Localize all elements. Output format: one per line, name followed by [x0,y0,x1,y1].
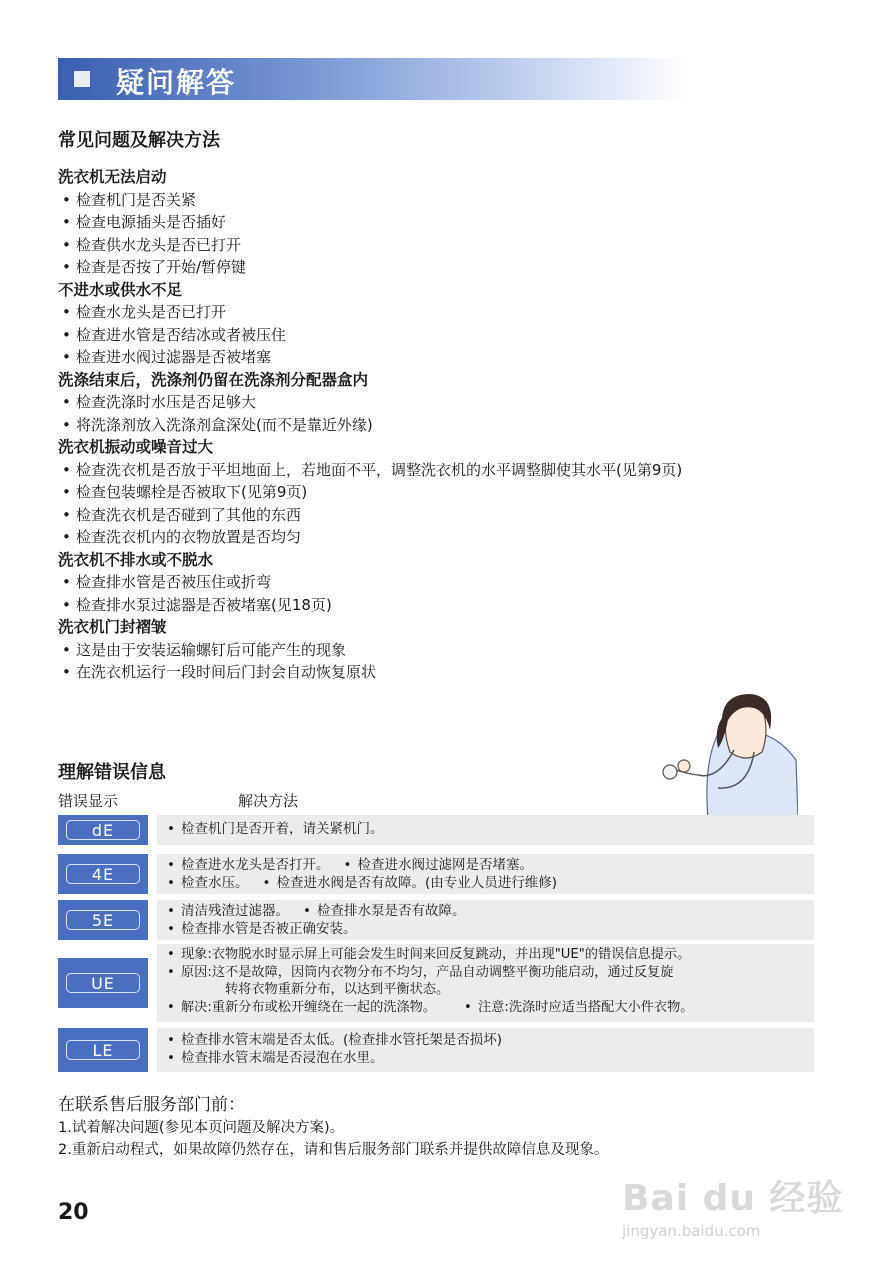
error-code-cell [58,900,148,940]
error-code-cell [58,815,148,845]
error-row-de [58,815,814,845]
faq-item: • 将洗涤剂放入洗涤剂盒深处(而不是靠近外缘) [62,415,373,434]
faq-item: • 检查洗衣机内的衣物放置是否均匀 [62,528,302,546]
watermark-logo: Bai du 经验 [622,1178,844,1219]
faq-section-title: 常见问题及解决方法 [58,130,220,151]
error-code-badge: 4E [66,864,140,884]
faq-group-title: 洗涤结束后，洗涤剂仍留在洗涤剂分配器盒内 [58,370,369,389]
faq-item: • 检查包装螺栓是否被取下(见第9页) [62,483,308,501]
faq-list [58,166,818,684]
faq-item: • 检查进水管是否结冰或者被压住 [62,325,287,344]
contact-step-2: 2.重新启动程式，如果故障仍然存在，请和售后服务部门联系并提供故障信息及现象。 [58,1142,609,1158]
page-number: 20 [58,1200,89,1225]
contact-title: 在联系售后服务部门前： [58,1095,245,1115]
faq-item: • 这是由于安装运输螺钉后可能产生的现象 [62,640,347,659]
header-banner [58,58,688,100]
error-solution-cell: • 检查排水管末端是否太低。(检查排水管托架是否损坏) • 检查排水管末端是否浸泡在水里。 [157,1028,814,1072]
error-row-ue [58,944,814,1022]
faq-group-title: 洗衣机不排水或不脱水 [58,550,214,569]
error-code-badge: 5E [66,910,140,930]
faq-group-title: 洗衣机无法启动 [58,168,167,186]
error-solution-cell: • 清洁残渣过滤器。 • 检查排水泵是否有故障。 • 检查排水管是否被正确安装。 [157,900,814,940]
error-row-5e [58,900,814,940]
header-square-icon [74,71,90,87]
error-code-badge: dE [66,820,140,840]
faq-item: • 检查洗涤时水压是否足够大 [62,393,257,411]
error-solution-cell: • 检查进水龙头是否打开。 • 检查进水阀过滤网是否堵塞。 • 检查水压。 • 检查进水阀是否有故障。(由专业人员进行维修) [157,854,814,894]
faq-item: • 检查机门是否关紧 [62,190,197,209]
error-row-4e [58,854,814,894]
contact-step-1: 1.试着解决问题(参见本页问题及解决方案)。 [58,1120,345,1136]
faq-item: • 检查排水管是否被压住或折弯 [62,573,272,591]
error-code-badge: UE [66,973,140,993]
faq-group-title: 洗衣机门封褶皱 [58,618,167,636]
faq-item: • 检查是否按了开始/暂停键 [62,258,247,276]
error-code-column-header: 错误显示 [58,792,119,810]
error-code-badge: LE [66,1040,140,1060]
error-solution-cell: • 现象:衣物脱水时显示屏上可能会发生时间来回反复跳动，并出现"UE"的错误信息提示。 • 原因:这不是故障，因筒内衣物分布不均匀，产品自动调整平衡功能启动，通过反复旋 转将衣物重新分布，以达到平衡状态。 • 解决:重新分布或松开缠绕在一起的洗涤物。 • 注意:洗涤时应适当搭配大小件衣物。 [157,944,814,1022]
faq-item: • 检查排水泵过滤器是否被堵塞(见18页) [62,595,332,614]
error-code-cell [58,854,148,894]
faq-group-title: 不进水或供水不足 [58,280,183,299]
faq-item: • 检查电源插头是否插好 [62,213,227,231]
page-title: 疑问解答 [116,66,237,99]
faq-item: • 检查供水龙头是否已打开 [62,235,242,254]
faq-item: • 检查洗衣机是否碰到了其他的东西 [62,505,302,524]
error-solution-cell: • 检查机门是否开着，请关紧机门。 [157,815,814,845]
error-code-cell [58,1028,148,1072]
faq-item: • 在洗衣机运行一段时间后门封会自动恢复原状 [62,663,377,681]
faq-item: • 检查进水阀过滤器是否被堵塞 [62,348,272,366]
faq-item: • 检查水龙头是否已打开 [62,303,227,321]
error-section-title: 理解错误信息 [58,762,166,783]
faq-item: • 检查洗衣机是否放于平坦地面上，若地面不平，调整洗衣机的水平调整脚使其水平(见第9页) [62,460,683,479]
faq-group-title: 洗衣机振动或噪音过大 [58,438,214,456]
solution-column-header: 解决方法 [238,792,299,810]
doctor-illustration-icon [658,690,798,818]
error-code-cell [58,958,148,1008]
watermark-url: jingyan.baidu.com [622,1222,761,1240]
error-row-le [58,1028,814,1072]
